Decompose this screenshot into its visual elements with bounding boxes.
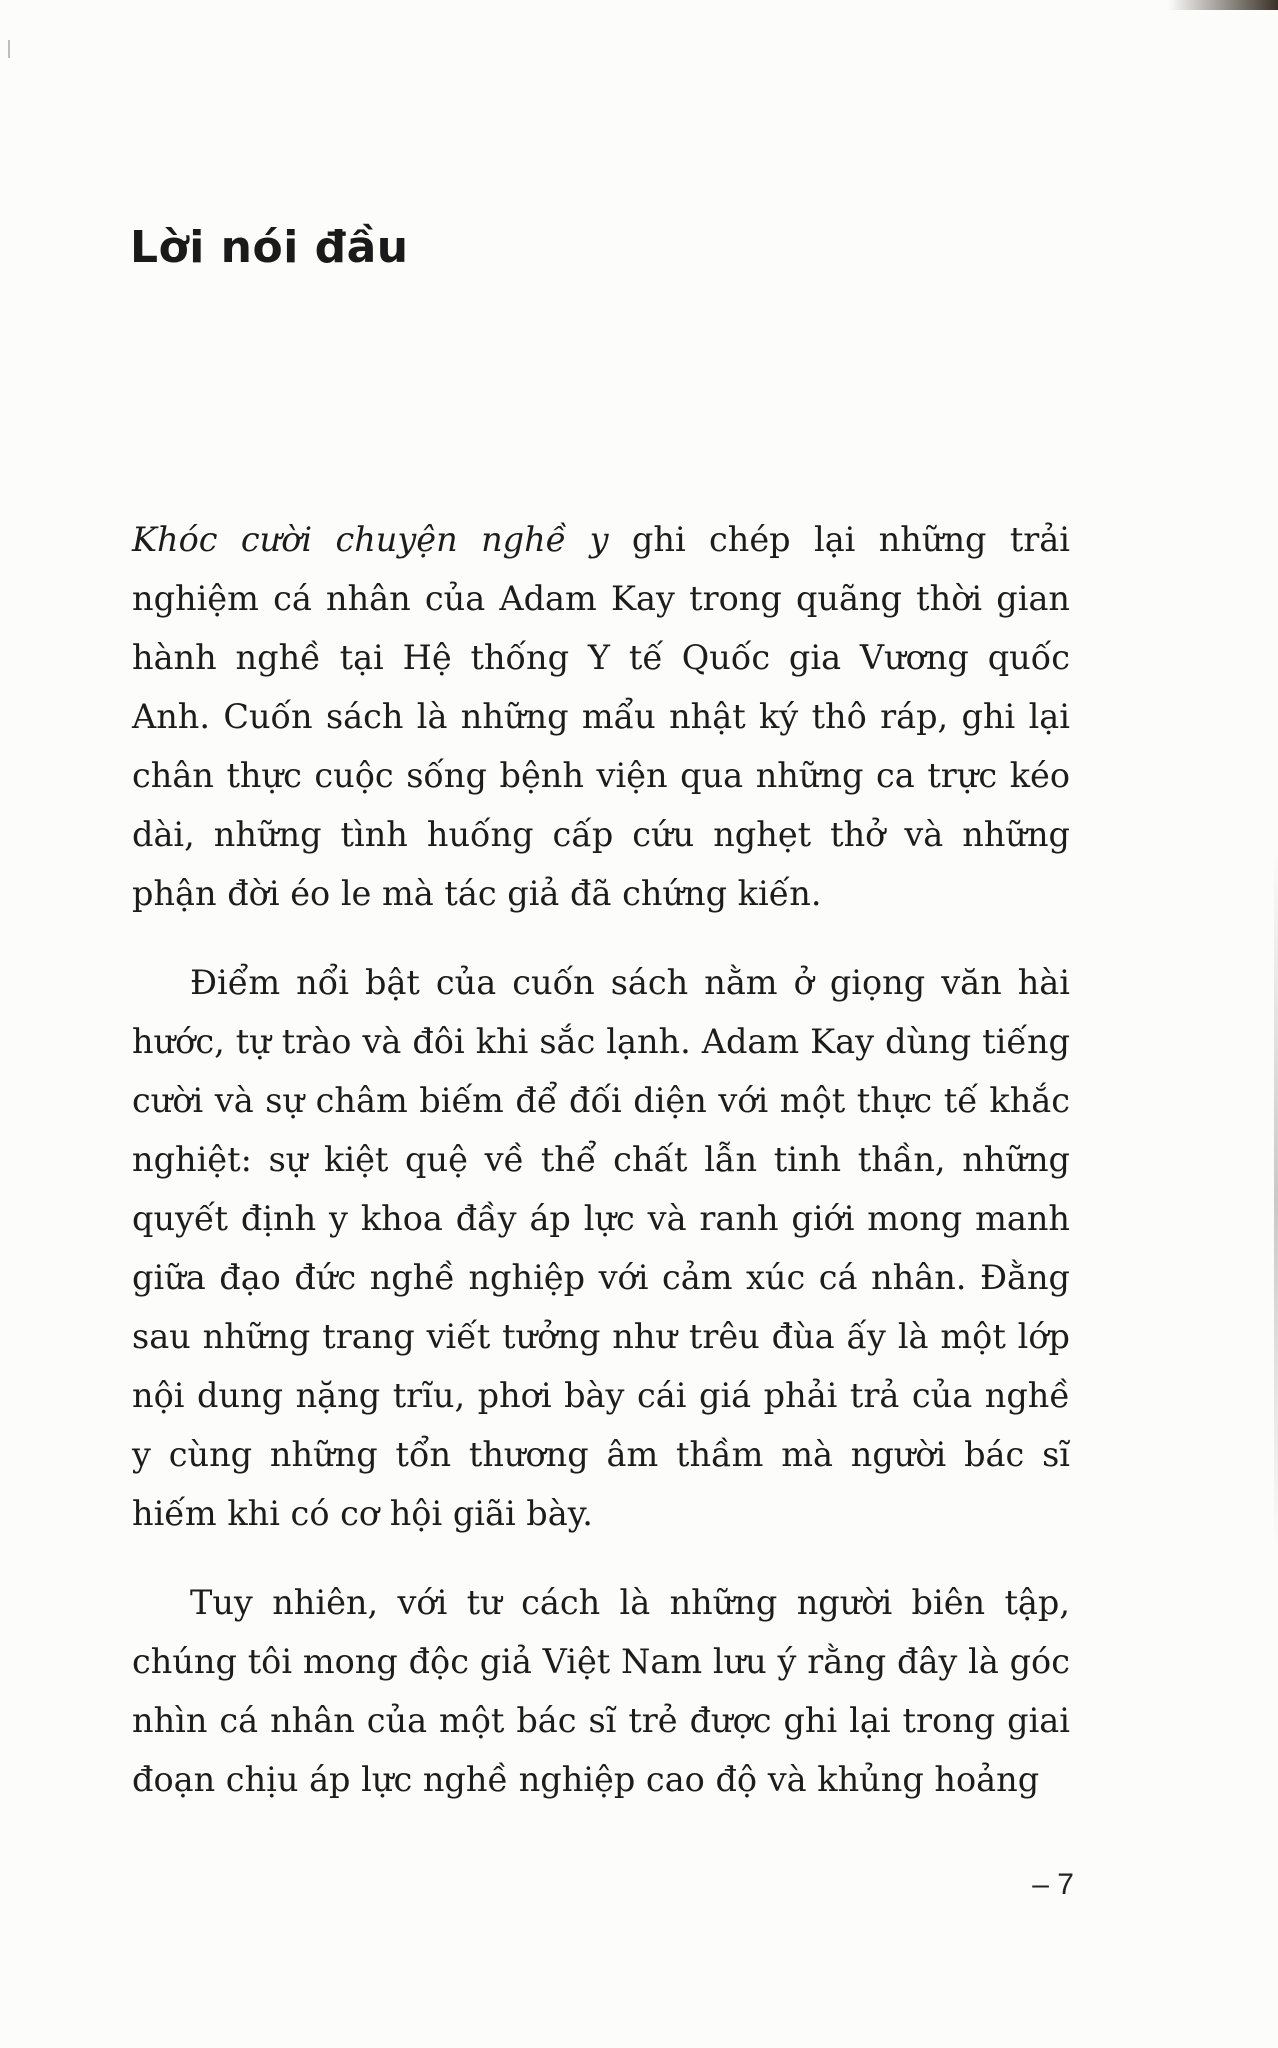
book-title: Khóc cười chuyện nghề y [132,520,609,559]
page-right-edge [1274,850,1278,1550]
body-text [132,510,1070,1839]
paragraph-3: Tuy nhiên, với tư cách là những người biên tập, chúng tôi mong độc giả Việt Nam lưu ý rằng đây là góc nhìn cá nhân của một bác sĩ trẻ được ghi lại trong giai đoạn chịu áp lực nghề nghiệp cao độ và khủng hoảng [132,1583,1070,1799]
chapter-title: Lời nói đầu [130,222,409,273]
paragraph-2: Điểm nổi bật của cuốn sách nằm ở giọng văn hài hước, tự trào và đôi khi sắc lạnh. Adam Kay dùng tiếng cười và sự châm biếm để đối diện với một thực tế khắc nghiệt: sự kiệt quệ về thể chất lẫn tinh thần, những quyết định y khoa đầy áp lực và ranh giới mong manh giữa đạo đức nghề nghiệp với cảm xúc cá nhân. Đằng sau những trang viết tưởng như trêu đùa ấy là một lớp nội dung nặng trĩu, phơi bày cái giá phải trả của nghề y cùng những tổn thương âm thầm mà người bác sĩ hiếm khi có cơ hội giãi bày. [132,963,1070,1533]
paragraph-1 [132,510,1070,923]
page-number: – 7 [1032,1868,1074,1901]
page-edge-mark [8,40,10,58]
paragraph-1-text: ghi chép lại những trải nghiệm cá nhân của Adam Kay trong quãng thời gian hành nghề tại Hệ thống Y tế Quốc gia Vương quốc Anh. Cuốn sách là những mẩu nhật ký thô ráp, ghi lại chân thực cuộc sống bệnh viện qua những ca trực kéo dài, những tình huống cấp cứu nghẹt thở và những phận đời éo le mà tác giả đã chứng kiến. [132,520,1070,913]
page-corner-shadow [1168,0,1278,10]
